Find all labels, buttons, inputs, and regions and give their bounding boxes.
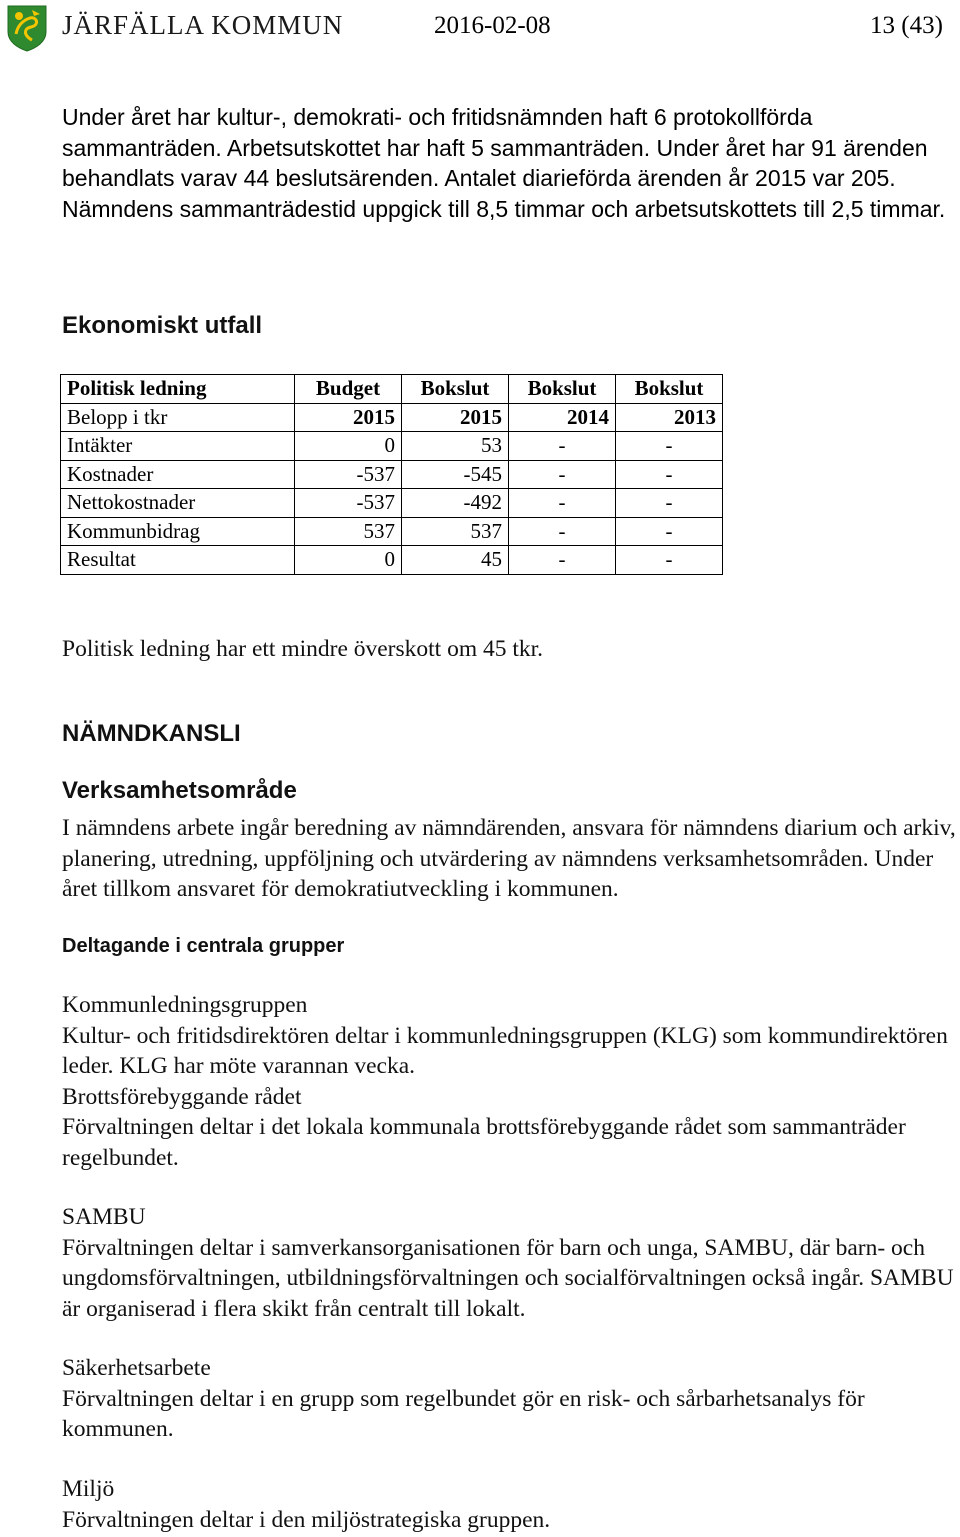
brand-name: JÄRFÄLLA KOMMUN: [62, 10, 344, 40]
table-row: [61, 546, 723, 575]
group-title: Miljö: [62, 1476, 115, 1502]
table-header-cell: Budget: [295, 375, 402, 404]
table-cell: Intäkter: [61, 432, 295, 461]
group-title: Säkerhetsarbete: [62, 1355, 211, 1381]
table-subheader-cell: 2015: [295, 403, 402, 432]
table-cell: -: [509, 546, 616, 575]
table-row: [61, 460, 723, 489]
table-header-cell: Politisk ledning: [61, 375, 295, 404]
table-cell: -: [509, 517, 616, 546]
group-text: Förvaltningen deltar i det lokala kommunala brottsförebyggande rådet som sammanträder regelbundet.: [62, 1114, 906, 1171]
result-text: Politisk ledning har ett mindre överskott om 45 tkr.: [62, 636, 544, 662]
group-text: Förvaltningen deltar i en grupp som regelbundet gör en risk- och sårbarhetsanalys för kommunen.: [62, 1385, 865, 1442]
document-date: 2016-02-08: [434, 12, 551, 39]
table-cell: 537: [402, 517, 509, 546]
group-sambu: [62, 1202, 957, 1324]
group-title: SAMBU: [62, 1204, 146, 1230]
table-subheader-cell: 2015: [402, 403, 509, 432]
table-cell: -: [509, 460, 616, 489]
group-text: Förvaltningen deltar i den miljöstrategiska gruppen.: [62, 1506, 551, 1533]
group-title: Kommunledningsgruppen: [62, 992, 308, 1018]
section-title: NÄMNDKANSLI: [62, 720, 241, 747]
financial-table: [60, 374, 723, 575]
table-row: [61, 517, 723, 546]
table-cell: 53: [402, 432, 509, 461]
group-miljo: [62, 1474, 957, 1535]
group-text: Förvaltningen deltar i samverkansorganisationen för barn och unga, SAMBU, där barn- och ungdomsförvaltningen, utbildningsförvaltningen och socialförvaltningen också ingår. SAMBU är organiserad i flera skikt från centralt till lokalt.: [62, 1234, 954, 1322]
econ-heading: Ekonomiskt utfall: [62, 312, 263, 339]
table-row: [61, 432, 723, 461]
verksamhet-heading: Verksamhetsområde: [62, 777, 297, 804]
table-cell: Kommunbidrag: [61, 517, 295, 546]
table-cell: -545: [402, 460, 509, 489]
table-cell: 0: [295, 546, 402, 575]
table-cell: -: [616, 546, 723, 575]
table-cell: -: [616, 432, 723, 461]
group-title: Brottsförebyggande rådet: [62, 1083, 302, 1110]
intro-paragraph: Under året har kultur-, demokrati- och fritidsnämnden haft 6 protokollförda sammanträden. Arbetsutskottet har haft 5 sammanträden. Under året har 91 ärenden behandlats varav 44 beslutsärenden. Antalet diarieförda ärenden år 2015 var 205. Nämndens sammanträdestid uppgick till 8,5 timmar och arbetsutskottets till 2,5 timmar.: [62, 104, 946, 222]
page-number: 13 (43): [870, 12, 943, 39]
table-header-row: [61, 375, 723, 404]
table-cell: -: [616, 517, 723, 546]
table-cell: -537: [295, 489, 402, 518]
table-cell: -: [616, 460, 723, 489]
verksamhet-paragraph: I nämndens arbete ingår beredning av nämndärenden, ansvara för nämndens diarium och arkiv, planering, utredning, uppföljning och utvärdering av nämndens verksamhetsområden. Under året tillkom ansvaret för demokratiutveckling i kommunen.: [62, 815, 956, 902]
table-cell: 0: [295, 432, 402, 461]
table-cell: -: [509, 489, 616, 518]
table-subheader-cell: 2014: [509, 403, 616, 432]
municipal-crest-logo: [6, 4, 48, 52]
table-cell: Nettokostnader: [61, 489, 295, 518]
table-cell: Kostnader: [61, 460, 295, 489]
table-subheader-cell: 2013: [616, 403, 723, 432]
table-subheader-cell: Belopp i tkr: [61, 403, 295, 432]
group-text: Kultur- och fritidsdirektören deltar i kommunledningsgruppen (KLG) som kommundirektören leder. KLG har möte varannan vecka.: [62, 1022, 948, 1079]
table-cell: 537: [295, 517, 402, 546]
table-subheader-row: [61, 403, 723, 432]
table-row: [61, 489, 723, 518]
table-header-cell: Bokslut: [616, 375, 723, 404]
table-header-cell: Bokslut: [509, 375, 616, 404]
table-cell: -537: [295, 460, 402, 489]
table-cell: -: [509, 432, 616, 461]
groups-heading: Deltagande i centrala grupper: [62, 935, 345, 957]
table-cell: -492: [402, 489, 509, 518]
table-cell: 45: [402, 546, 509, 575]
group-sakerhet: [62, 1353, 960, 1445]
table-cell: -: [616, 489, 723, 518]
table-header-cell: Bokslut: [402, 375, 509, 404]
group-kommunledning: [62, 990, 957, 1173]
table-cell: Resultat: [61, 546, 295, 575]
